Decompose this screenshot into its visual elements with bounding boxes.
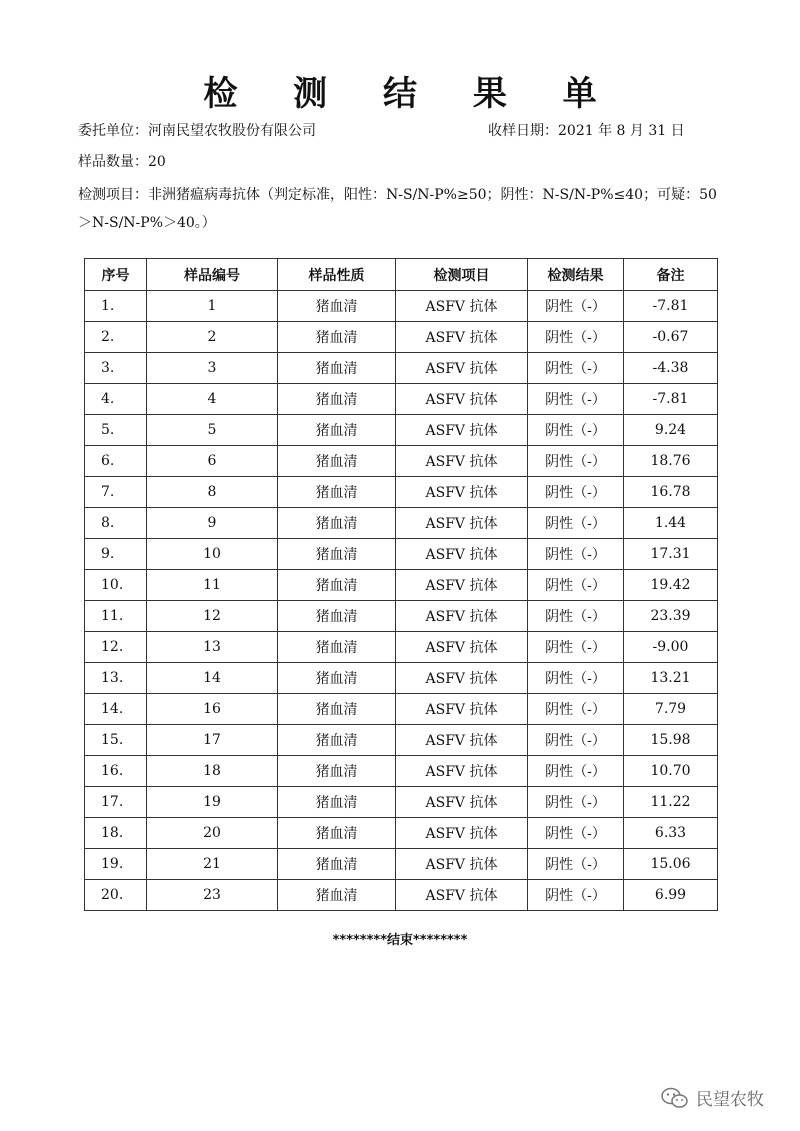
- sample-id: 13: [147, 632, 278, 663]
- sample-id: 1: [147, 291, 278, 322]
- sample-type: 猪血清: [278, 508, 396, 539]
- sample-type: 猪血清: [278, 787, 396, 818]
- sample-id: 2: [147, 322, 278, 353]
- test-result: 阴性（-）: [528, 849, 624, 880]
- table-row: [85, 694, 718, 725]
- remark: 7.79: [624, 694, 718, 725]
- test-result: 阴性（-）: [528, 353, 624, 384]
- test-result: 阴性（-）: [528, 446, 624, 477]
- test-item-cell: ASFV 抗体: [396, 663, 528, 694]
- test-item-cell: ASFV 抗体: [396, 384, 528, 415]
- test-item-cell: ASFV 抗体: [396, 632, 528, 663]
- table-row: [85, 787, 718, 818]
- table-row: [85, 446, 718, 477]
- test-result: 阴性（-）: [528, 694, 624, 725]
- table-row: [85, 818, 718, 849]
- document-title: 检 测 结 果 单: [203, 74, 619, 114]
- remark: -7.81: [624, 384, 718, 415]
- test-result: 阴性（-）: [528, 632, 624, 663]
- test-result: 阴性（-）: [528, 570, 624, 601]
- row-index: 5.: [85, 415, 147, 446]
- remark: 9.24: [624, 415, 718, 446]
- row-index: 18.: [85, 818, 147, 849]
- test-item-cell: ASFV 抗体: [396, 787, 528, 818]
- row-index: 11.: [85, 601, 147, 632]
- row-index: 6.: [85, 446, 147, 477]
- remark: -4.38: [624, 353, 718, 384]
- remark: 16.78: [624, 477, 718, 508]
- test-result: 阴性（-）: [528, 384, 624, 415]
- client-row: [78, 121, 728, 141]
- header-sample-type: 样品性质: [278, 259, 396, 291]
- remark: 18.76: [624, 446, 718, 477]
- table-row: [85, 570, 718, 601]
- table-row: [85, 322, 718, 353]
- header-remark: 备注: [624, 259, 718, 291]
- table-row: [85, 880, 718, 911]
- sample-id: 8: [147, 477, 278, 508]
- row-index: 2.: [85, 322, 147, 353]
- remark: 15.06: [624, 849, 718, 880]
- test-result: 阴性（-）: [528, 539, 624, 570]
- remark: -9.00: [624, 632, 718, 663]
- sample-type: 猪血清: [278, 353, 396, 384]
- sample-id: 20: [147, 818, 278, 849]
- row-index: 10.: [85, 570, 147, 601]
- test-result: 阴性（-）: [528, 415, 624, 446]
- row-index: 9.: [85, 539, 147, 570]
- sample-id: 12: [147, 601, 278, 632]
- test-result: 阴性（-）: [528, 477, 624, 508]
- sample-type: 猪血清: [278, 756, 396, 787]
- sample-type: 猪血清: [278, 601, 396, 632]
- sample-id: 6: [147, 446, 278, 477]
- sample-type: 猪血清: [278, 570, 396, 601]
- sample-id: 10: [147, 539, 278, 570]
- sample-count: 样品数量：20: [78, 154, 166, 170]
- test-result: 阴性（-）: [528, 291, 624, 322]
- remark: -0.67: [624, 322, 718, 353]
- test-item-cell: ASFV 抗体: [396, 725, 528, 756]
- sample-type: 猪血清: [278, 539, 396, 570]
- remark: 15.98: [624, 725, 718, 756]
- end-marker: ********结束********: [332, 933, 468, 948]
- header-index: 序号: [85, 259, 147, 291]
- sample-id: 23: [147, 880, 278, 911]
- header-test-result: 检测结果: [528, 259, 624, 291]
- table-row: [85, 291, 718, 322]
- remark: 11.22: [624, 787, 718, 818]
- table-row: [85, 663, 718, 694]
- sample-id: 9: [147, 508, 278, 539]
- remark: 13.21: [624, 663, 718, 694]
- test-result: 阴性（-）: [528, 322, 624, 353]
- header-test-item: 检测项目: [396, 259, 528, 291]
- row-index: 3.: [85, 353, 147, 384]
- test-result: 阴性（-）: [528, 508, 624, 539]
- test-item-cell: ASFV 抗体: [396, 570, 528, 601]
- remark: 6.99: [624, 880, 718, 911]
- test-result: 阴性（-）: [528, 787, 624, 818]
- table-row: [85, 353, 718, 384]
- test-item-cell: ASFV 抗体: [396, 291, 528, 322]
- sample-id: 5: [147, 415, 278, 446]
- test-result: 阴性（-）: [528, 818, 624, 849]
- table-row: [85, 632, 718, 663]
- sample-type: 猪血清: [278, 818, 396, 849]
- remark: 19.42: [624, 570, 718, 601]
- row-index: 7.: [85, 477, 147, 508]
- sample-id: 16: [147, 694, 278, 725]
- test-item-cell: ASFV 抗体: [396, 880, 528, 911]
- sample-type: 猪血清: [278, 880, 396, 911]
- table-row: [85, 384, 718, 415]
- table-row: [85, 756, 718, 787]
- sample-id: 4: [147, 384, 278, 415]
- remark: 1.44: [624, 508, 718, 539]
- row-index: 12.: [85, 632, 147, 663]
- row-index: 17.: [85, 787, 147, 818]
- table-header-row: [85, 259, 718, 291]
- test-item-cell: ASFV 抗体: [396, 818, 528, 849]
- table-row: [85, 539, 718, 570]
- sample-id: 14: [147, 663, 278, 694]
- remark: 6.33: [624, 818, 718, 849]
- test-result: 阴性（-）: [528, 880, 624, 911]
- remark: 23.39: [624, 601, 718, 632]
- test-item-cell: ASFV 抗体: [396, 539, 528, 570]
- sample-type: 猪血清: [278, 415, 396, 446]
- sample-id: 11: [147, 570, 278, 601]
- sample-type: 猪血清: [278, 725, 396, 756]
- sample-type: 猪血清: [278, 632, 396, 663]
- test-item-cell: ASFV 抗体: [396, 694, 528, 725]
- watermark-text: 民望农牧: [696, 1090, 764, 1110]
- sample-type: 猪血清: [278, 477, 396, 508]
- sample-id: 19: [147, 787, 278, 818]
- table-row: [85, 508, 718, 539]
- test-item-cell: ASFV 抗体: [396, 508, 528, 539]
- row-index: 15.: [85, 725, 147, 756]
- row-index: 19.: [85, 849, 147, 880]
- test-result: 阴性（-）: [528, 725, 624, 756]
- sample-id: 17: [147, 725, 278, 756]
- row-index: 8.: [85, 508, 147, 539]
- sample-id: 3: [147, 353, 278, 384]
- test-item-cell: ASFV 抗体: [396, 756, 528, 787]
- test-item-cell: ASFV 抗体: [396, 601, 528, 632]
- wechat-icon: [660, 1086, 690, 1110]
- sample-type: 猪血清: [278, 291, 396, 322]
- table-row: [85, 849, 718, 880]
- test-item-cell: ASFV 抗体: [396, 322, 528, 353]
- sample-type: 猪血清: [278, 384, 396, 415]
- sample-type: 猪血清: [278, 663, 396, 694]
- header-sample-id: 样品编号: [147, 259, 278, 291]
- test-result: 阴性（-）: [528, 756, 624, 787]
- test-item: 检测项目：非洲猪瘟病毒抗体（判定标准，阳性：N-S/N-P%≥50；阴性：N-S/N-P%≤40；可疑：50＞N-S/N-P%＞40。）: [78, 187, 717, 231]
- sample-type: 猪血清: [278, 694, 396, 725]
- table-row: [85, 415, 718, 446]
- table-row: [85, 477, 718, 508]
- test-item-cell: ASFV 抗体: [396, 849, 528, 880]
- remark: 17.31: [624, 539, 718, 570]
- test-item-cell: ASFV 抗体: [396, 353, 528, 384]
- watermark: [660, 1085, 764, 1110]
- sample-type: 猪血清: [278, 446, 396, 477]
- row-index: 16.: [85, 756, 147, 787]
- table-row: [85, 601, 718, 632]
- results-table: [84, 258, 718, 911]
- remark: 10.70: [624, 756, 718, 787]
- client-unit: 委托单位：河南民望农牧股份有限公司: [78, 123, 316, 139]
- test-result: 阴性（-）: [528, 601, 624, 632]
- row-index: 1.: [85, 291, 147, 322]
- test-item-cell: ASFV 抗体: [396, 446, 528, 477]
- row-index: 20.: [85, 880, 147, 911]
- receive-date: 收样日期：2021 年 8 月 31 日: [488, 123, 685, 139]
- test-item-cell: ASFV 抗体: [396, 477, 528, 508]
- row-index: 13.: [85, 663, 147, 694]
- test-result: 阴性（-）: [528, 663, 624, 694]
- test-item-cell: ASFV 抗体: [396, 415, 528, 446]
- sample-type: 猪血清: [278, 322, 396, 353]
- row-index: 4.: [85, 384, 147, 415]
- results-body: [85, 291, 718, 911]
- sample-id: 21: [147, 849, 278, 880]
- remark: -7.81: [624, 291, 718, 322]
- row-index: 14.: [85, 694, 147, 725]
- table-row: [85, 725, 718, 756]
- sample-type: 猪血清: [278, 849, 396, 880]
- sample-id: 18: [147, 756, 278, 787]
